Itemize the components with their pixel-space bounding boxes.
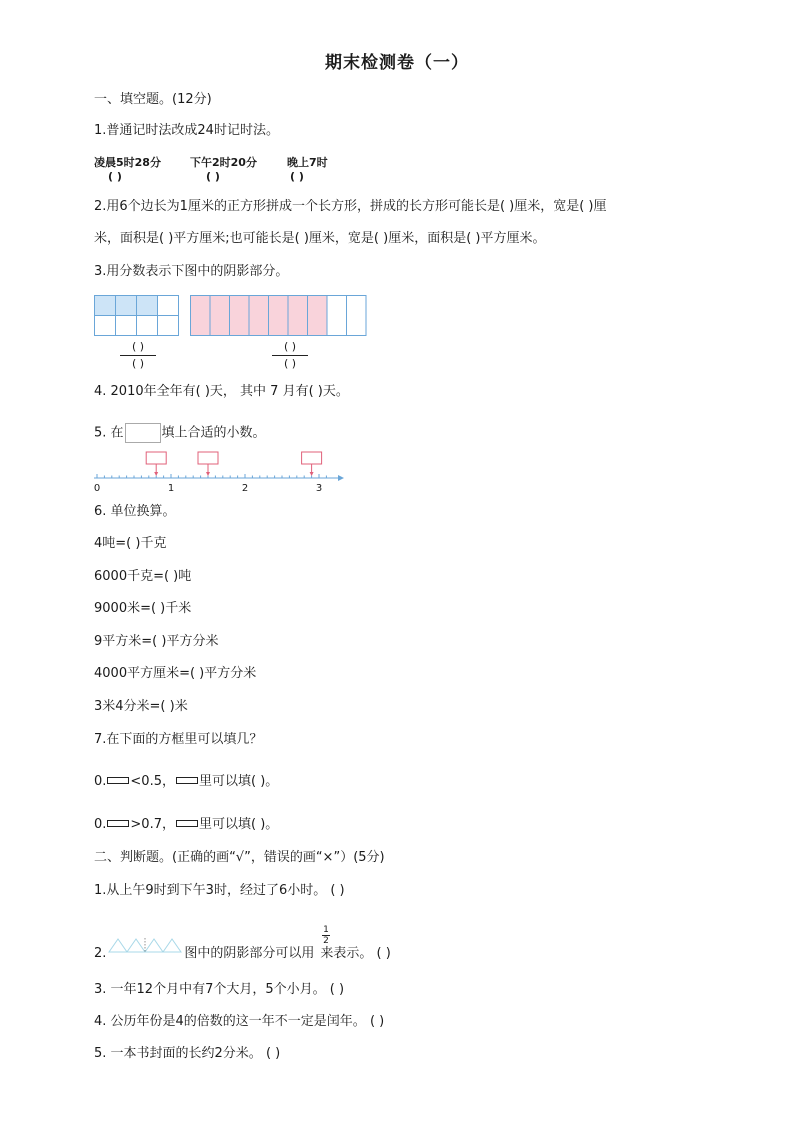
- q1-time-1: 凌晨5时28分: [94, 156, 161, 169]
- s2-q2-text: 图中的阴影部分可以用: [184, 946, 315, 961]
- triangle: [109, 939, 127, 952]
- s2-q1: 1.从上午9时到下午3时，经过了6小时。 ( ): [94, 883, 345, 898]
- q3-fraction-1-den: ( ): [131, 357, 145, 370]
- q7-row-2: [94, 816, 278, 834]
- q5-text: [94, 423, 266, 443]
- q6-item-3: 9000米=( )千米: [94, 601, 192, 616]
- triangle: [127, 939, 145, 952]
- axis-arrow: [338, 475, 344, 481]
- q6-item-4: 9平方米=( )平方分米: [94, 634, 219, 649]
- strip-cell: [249, 296, 269, 336]
- q1-time-2: 下午2时20分: [190, 156, 257, 169]
- tick-label: 2: [241, 483, 249, 494]
- q3-figure-grid: [94, 295, 182, 337]
- q6-item-2: 6000千克=( )吨: [94, 569, 192, 584]
- q6-item-5: 4000平方厘米=( )平方分米: [94, 666, 257, 681]
- s2-q2-fraction-den: 2: [323, 936, 329, 946]
- answer-box: [198, 452, 218, 464]
- q6-text: 6. 单位换算。: [94, 504, 176, 519]
- answer-box: [146, 452, 166, 464]
- triangle: [145, 939, 163, 952]
- q5-text-before: 5. 在: [94, 425, 124, 441]
- grid-cell: [158, 296, 179, 316]
- grid-cell: [116, 296, 137, 316]
- q1-time-3: 晚上7时: [287, 156, 328, 169]
- q5-sample-box: [125, 423, 161, 443]
- marker-arrow: [154, 472, 158, 476]
- grid-cell: [137, 296, 158, 316]
- q2-line1: 2.用6个边长为1厘米的正方形拼成一个长方形，拼成的长方形可能长是( )厘米，宽是( )厘: [94, 199, 607, 214]
- q7-row1-box-ref: [176, 777, 198, 784]
- q5-text-after: 填上合适的小数。: [161, 425, 266, 441]
- q7-row1-answer: 里可以填( )。: [198, 774, 279, 789]
- grid-cell: [95, 316, 116, 336]
- triangle: [163, 939, 181, 952]
- strip-cell: [347, 296, 367, 336]
- q3-text: 3.用分数表示下图中的阴影部分。: [94, 264, 289, 279]
- q2-line2: 米，面积是( )平方厘米;也可能长是( )厘米，宽是( )厘米，面积是( )平方厘米。: [94, 231, 546, 246]
- q7-row1-prefix: 0.: [94, 774, 107, 789]
- q7-text: 7.在下面的方框里可以填几？: [94, 732, 263, 747]
- strip-cell: [230, 296, 250, 336]
- q7-row1-compare: <0.5，: [130, 774, 175, 789]
- fraction-bar: [272, 355, 308, 356]
- tick-label: 1: [167, 483, 175, 494]
- strip-cell: [210, 296, 230, 336]
- q6-item-1: 4吨=( )千克: [94, 536, 167, 551]
- q1-blank-2[interactable]: ( ): [206, 170, 220, 183]
- section1-heading: 一、填空题。(12分): [94, 92, 212, 107]
- q3-fraction-1[interactable]: [116, 340, 160, 371]
- strip-cell: [269, 296, 289, 336]
- s2-q2-fraction-num: 1: [323, 925, 329, 935]
- q7-row1-box[interactable]: [107, 777, 129, 784]
- q3-fraction-1-num: ( ): [131, 340, 145, 353]
- q7-row2-answer: 里可以填( )。: [198, 817, 279, 832]
- fraction-bar: [120, 355, 156, 356]
- q4-text: 4. 2010年全年有( )天， 其中 7 月有( )天。: [94, 384, 349, 399]
- q7-row2-prefix: 0.: [94, 817, 107, 832]
- grid-cell: [116, 316, 137, 336]
- s2-q2-prefix: 2.: [94, 946, 107, 961]
- q6-item-6: 3米4分米=( )米: [94, 699, 188, 714]
- q7-row2-box[interactable]: [107, 820, 129, 827]
- s2-q2-triangles-figure: [108, 938, 184, 954]
- q5-number-line: [94, 450, 344, 496]
- s2-q3: 3. 一年12个月中有7个大月，5个小月。 ( ): [94, 982, 345, 997]
- q3-fraction-2-den: ( ): [283, 357, 297, 370]
- strip-cell: [288, 296, 308, 336]
- q3-fraction-2[interactable]: [268, 340, 312, 371]
- strip-cell: [191, 296, 211, 336]
- grid-cell: [158, 316, 179, 336]
- q3-fraction-2-num: ( ): [283, 340, 297, 353]
- s2-q2-fraction: [322, 925, 330, 946]
- q1-blank-1[interactable]: ( ): [108, 170, 122, 183]
- q3-figure-strip: [190, 295, 368, 337]
- strip-cell: [308, 296, 328, 336]
- page-title: 期末检测卷（一）: [325, 53, 469, 73]
- section2-heading: 二、判断题。(正确的画“√”，错误的画“×”）(5分): [94, 850, 385, 865]
- answer-box: [302, 452, 322, 464]
- s2-q5: 5. 一本书封面的长约2分米。 ( ): [94, 1046, 281, 1061]
- strip-cell: [327, 296, 347, 336]
- grid-cell: [95, 296, 116, 316]
- tick-label: 3: [315, 483, 323, 494]
- s2-q4: 4. 公历年份是4的倍数的这一年不一定是闰年。 ( ): [94, 1014, 385, 1029]
- q7-row2-box-ref: [176, 820, 198, 827]
- grid-cell: [137, 316, 158, 336]
- tick-label: 0: [93, 483, 101, 494]
- q7-row2-compare: >0.7，: [130, 817, 175, 832]
- marker-arrow: [310, 472, 314, 476]
- q7-row-1: [94, 773, 278, 791]
- q1-blank-3[interactable]: ( ): [290, 170, 304, 183]
- s2-q2-suffix: 来表示。 ( ): [320, 946, 391, 961]
- q1-text: 1.普通记时法改成24时记时法。: [94, 123, 279, 138]
- marker-arrow: [206, 472, 210, 476]
